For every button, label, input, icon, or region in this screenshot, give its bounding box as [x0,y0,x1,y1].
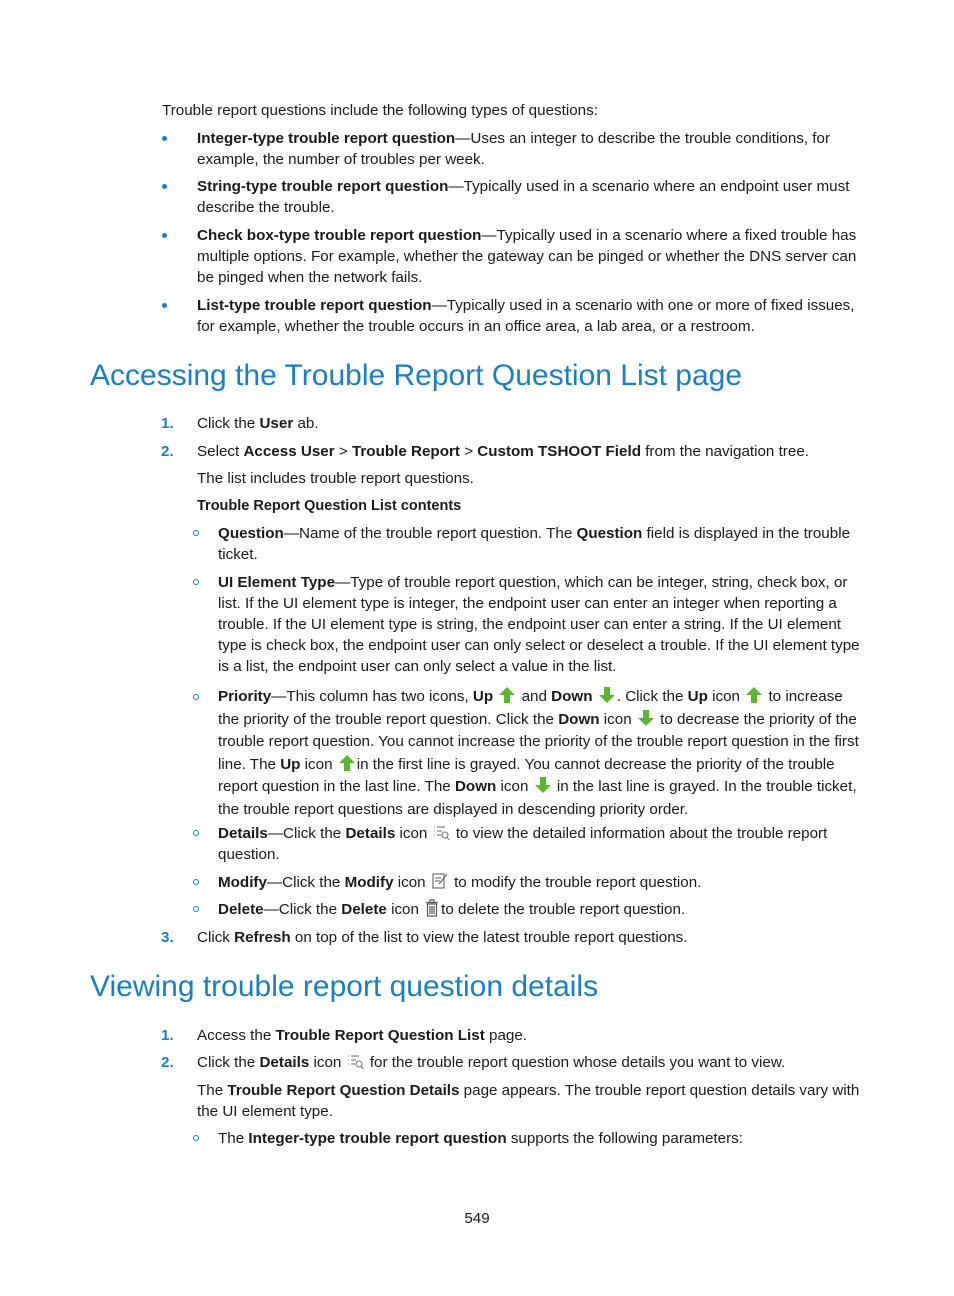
circle-bullet [193,879,199,885]
step-note: The Trouble Report Question Details page appears. The trouble report question details vary with the UI element type. [197,1082,860,1120]
step-1: 1. Click the User ab. [161,415,319,432]
circle-bullet [193,906,199,912]
step-1: 1. Access the Trouble Report Question List page. [161,1027,528,1044]
bullet [162,184,167,189]
step-2: 2. Select Access User > Trouble Report > Custom TSHOOT Field from the navigation tree. [161,443,809,460]
bullet [162,303,167,308]
list-item: Question—Name of the trouble report question. The Question field is displayed in the trouble ticket. [218,523,868,565]
list-item: Delete—Click the Delete icon to delete the trouble report question. [218,899,868,920]
section-heading: Accessing the Trouble Report Question List page [90,359,743,392]
list-item: The Integer-type trouble report question supports the following parameters: [218,1128,868,1149]
bullet [162,233,167,238]
list-item: Integer-type trouble report question—Uses an integer to describe the trouble conditions, for example, the number of troubles per week. [197,128,867,170]
details-icon [433,825,451,841]
circle-bullet [193,530,199,536]
down-arrow-icon [637,709,655,727]
section-heading: Viewing trouble report question details [90,970,599,1003]
list-item: Details—Click the Details icon to view the detailed information about the trouble report question. [218,823,868,865]
down-arrow-icon [598,686,616,704]
circle-bullet [193,1135,199,1141]
list-item: UI Element Type—Type of trouble report question, which can be integer, string, check box, or list. If the UI element type is integer, the endpoint user can enter an integer when reporting a trouble. If the UI element type is string, the endpoint user can enter a string. If the UI element type is check box, the endpoint user can only select or deselect a trouble. If the UI element type is a list, the endpoint user can only select a value in the list. [218,572,868,677]
circle-bullet [193,579,199,585]
down-arrow-icon [534,776,552,794]
list-item: Modify—Click the Modify icon to modify the trouble report question. [218,872,868,893]
circle-bullet [193,830,199,836]
contents-title: Trouble Report Question List contents [197,498,462,514]
circle-bullet [193,694,199,700]
list-item: List-type trouble report question—Typically used in a scenario with one or more of fixed issues, for example, whether the trouble occurs in an office area, a lab area, or a restroom. [197,295,867,337]
list-item: Check box-type trouble report question—Typically used in a scenario where a fixed trouble has multiple options. For example, whether the gateway can be pinged or whether the DNS server can be pinged when the network fails. [197,225,867,288]
step-2: 2. Click the Details icon for the trouble report question whose details you want to view. [161,1054,786,1071]
step-3: 3. Click Refresh on top of the list to view the latest trouble report questions. [161,929,688,946]
details-icon [347,1054,365,1070]
modify-icon [431,872,449,890]
delete-icon [424,899,440,917]
up-arrow-icon [498,686,516,704]
list-item: String-type trouble report question—Typically used in a scenario where an endpoint user must describe the trouble. [197,176,867,218]
page-number: 549 [464,1210,490,1227]
up-arrow-icon [338,754,356,772]
list-item: Priority—This column has two icons, Up and Down . Click the Up icon to increase the priority of the trouble report question. Click the Down icon to decrease the priority of the trouble report question. You cannot increase the priority of the trouble report question in the first line. The Up icon in the first line is grayed. You cannot decrease the priority of the trouble report question in the last line. The Down icon in the last line is grayed. In the trouble ticket, the trouble report questions are displayed in descending priority order. [218,686,868,821]
intro-text: Trouble report questions include the following types of questions: [162,102,598,119]
up-arrow-icon [745,686,763,704]
step-note: The list includes trouble report questions. [197,470,474,487]
bullet [162,136,167,141]
